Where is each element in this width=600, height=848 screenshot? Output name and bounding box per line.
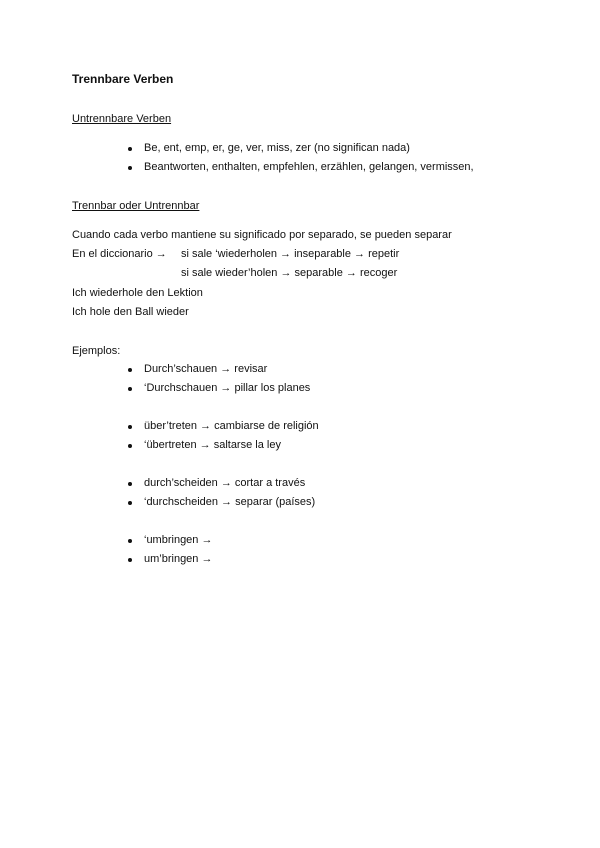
bullet-item: Beantworten, enthalten, empfehlen, erzählen, gelangen, vermissen, (144, 161, 474, 173)
example-sentence: Ich wiederhole den Lektion (72, 287, 203, 299)
document-title: Trennbare Verben (72, 72, 174, 86)
bullet-dot (128, 539, 132, 543)
bullet-item: Be, ent, emp, er, ge, ver, miss, zer (no significan nada) (144, 142, 410, 154)
bullet-item: ‘umbringen → (144, 534, 213, 546)
bullet-item: ‘Durchschauen → pillar los planes (144, 382, 311, 394)
bullet-item: ‘durchscheiden → separar (países) (144, 496, 316, 508)
bullet-item: ‘übertreten → saltarse la ley (144, 439, 281, 451)
bullet-item: um’bringen → (144, 553, 213, 565)
section-heading-untrennbare: Untrennbare Verben (72, 113, 172, 125)
bullet-dot (128, 558, 132, 562)
section-heading-ejemplos: Ejemplos: (72, 345, 121, 357)
bullet-dot (128, 482, 132, 486)
paragraph-line: Cuando cada verbo mantiene su significado por separado, se pueden separar (72, 229, 452, 241)
bullet-dot (128, 501, 132, 505)
bullet-dot (128, 444, 132, 448)
bullet-dot (128, 147, 132, 151)
bullet-item: durch’scheiden → cortar a través (144, 477, 306, 489)
dictionary-line: si sale wieder’holen → separable → recoger (181, 267, 398, 279)
dictionary-line: si sale ‘wiederholen → inseparable → repetir (181, 248, 400, 260)
bullet-dot (128, 425, 132, 429)
section-heading-trennbar-oder: Trennbar oder Untrennbar (72, 200, 200, 212)
bullet-item: Durch’schauen → revisar (144, 363, 268, 375)
example-sentence: Ich hole den Ball wieder (72, 306, 189, 318)
bullet-dot (128, 368, 132, 372)
bullet-item: über’treten → cambiarse de religión (144, 420, 319, 432)
dictionary-label: En el diccionario → (72, 248, 167, 260)
bullet-dot (128, 166, 132, 170)
bullet-dot (128, 387, 132, 391)
